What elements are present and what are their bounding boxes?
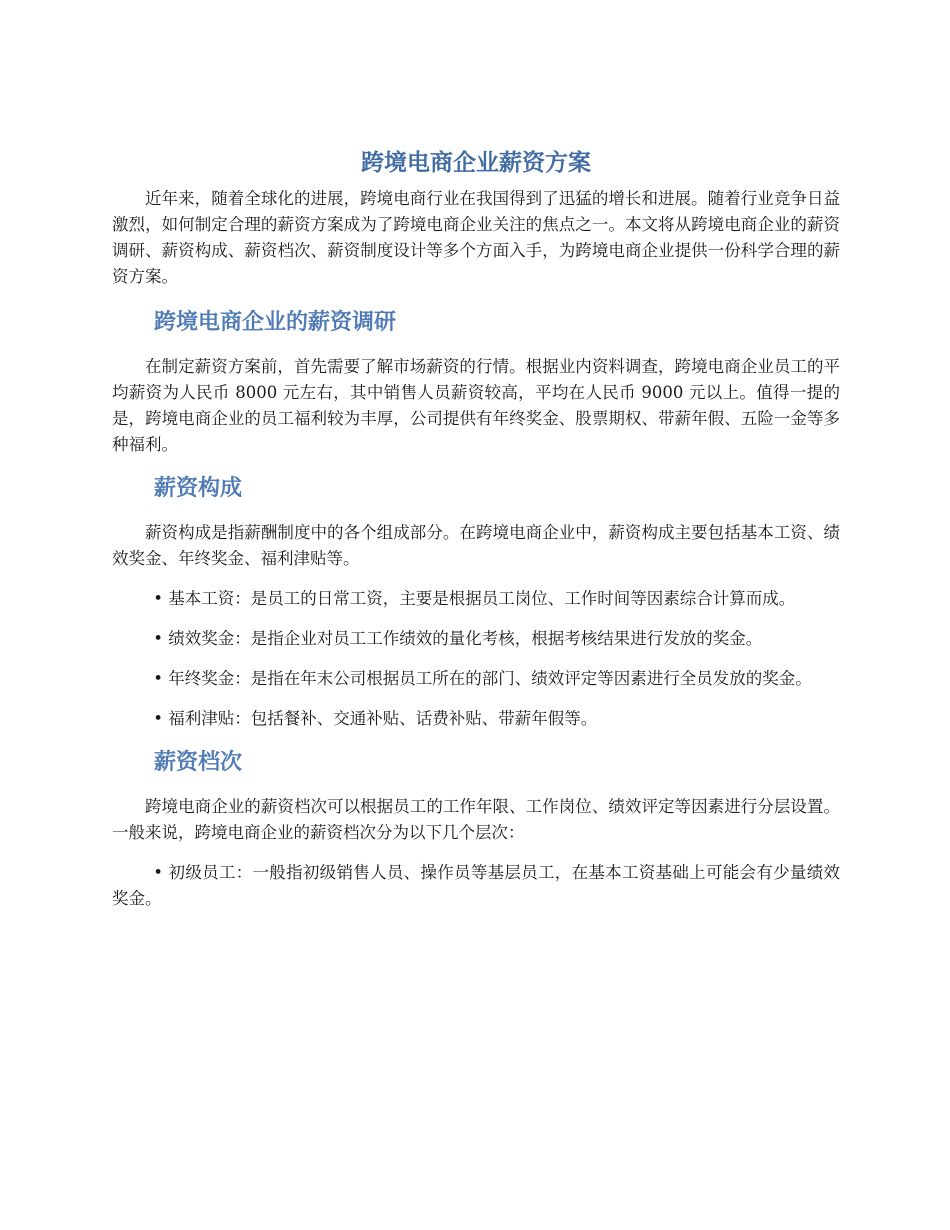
salary-survey-paragraph: 在制定薪资方案前，首先需要了解市场薪资的行情。根据业内资料调查，跨境电商企业员工的平均薪资为人民币 8000 元左右，其中销售人员薪资较高，平均在人民币 9000 元以上。值得一提的是，跨境电商企业的员工福利较为丰厚，公司提供有年终奖金、股票期权、带薪年假、五险一金等多种福利。 [112,357,840,454]
section-heading-salary-structure: 薪资构成 [154,476,243,501]
salary-structure-paragraph: 薪资构成是指薪酬制度中的各个组成部分。在跨境电商企业中，薪资构成主要包括基本工资、绩效奖金、年终奖金、福利津贴等。 [112,523,840,568]
document-title: 跨境电商企业薪资方案 [361,150,591,176]
document-page [112,146,840,926]
bullet-year-end-bonus: • 年终奖金：是指在年末公司根据员工所在的部门、绩效评定等因素进行全员发放的奖金。 [153,669,812,688]
bullet-junior-staff: • 初级员工：一般指初级销售人员、操作员等基层员工，在基本工资基础上可能会有少量绩效奖金。 [112,863,840,908]
section-heading-salary-survey: 跨境电商企业的薪资调研 [154,310,397,335]
section-heading-salary-levels: 薪资档次 [154,750,243,775]
bullet-performance-bonus: • 绩效奖金：是指企业对员工工作绩效的量化考核，根据考核结果进行发放的奖金。 [153,629,763,648]
bullet-base-salary: • 基本工资：是员工的日常工资，主要是根据员工岗位、工作时间等因素综合计算而成。 [153,589,796,608]
intro-paragraph: 近年来，随着全球化的进展，跨境电商行业在我国得到了迅猛的增长和进展。随着行业竞争日益激烈，如何制定合理的薪资方案成为了跨境电商企业关注的焦点之一。本文将从跨境电商企业的薪资调研、薪资构成、薪资档次、薪资制度设计等多个方面入手，为跨境电商企业提供一份科学合理的薪资方案。 [112,189,840,286]
bullet-welfare-allowance: • 福利津贴：包括餐补、交通补贴、话费补贴、带薪年假等。 [153,709,598,728]
salary-levels-paragraph: 跨境电商企业的薪资档次可以根据员工的工作年限、工作岗位、绩效评定等因素进行分层设置。一般来说，跨境电商企业的薪资档次分为以下几个层次： [112,797,840,842]
